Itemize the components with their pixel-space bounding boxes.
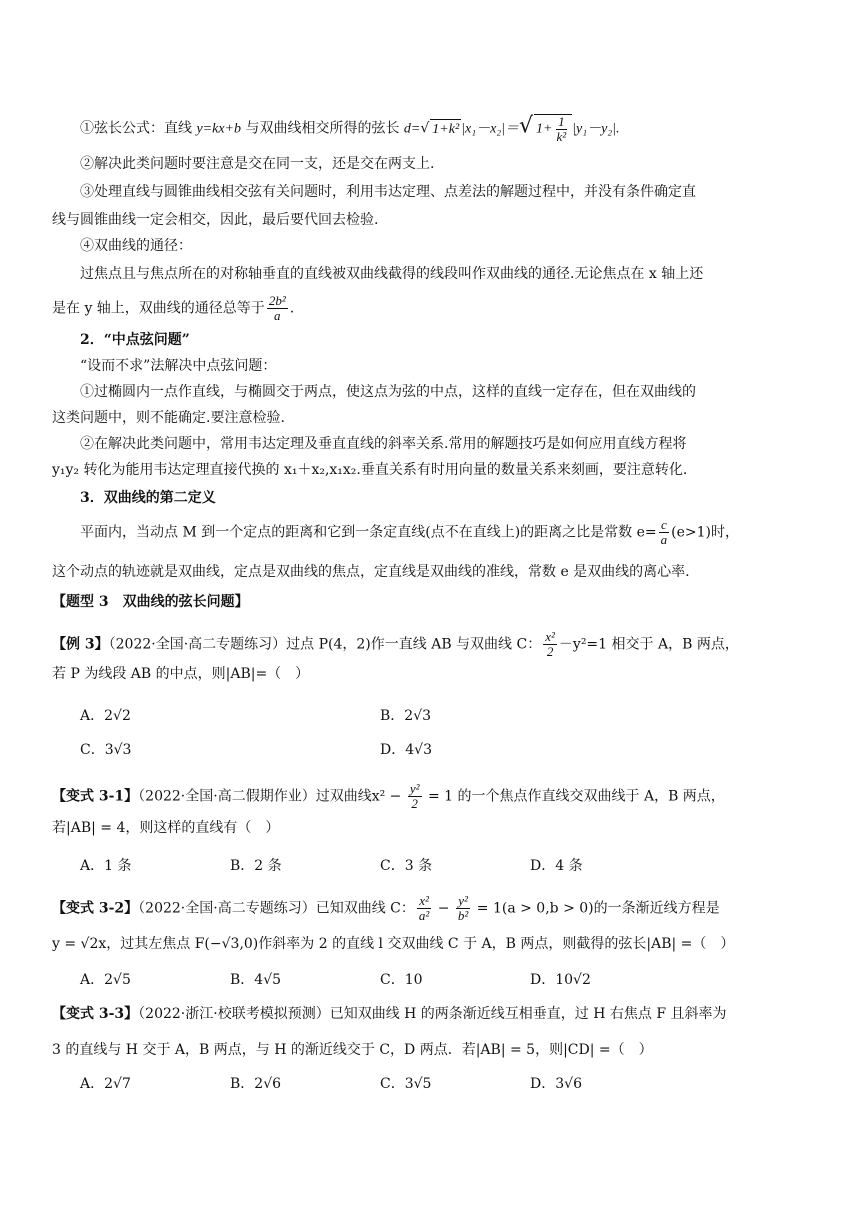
text: 是在 y 轴上，双曲线的通径总等于 [52, 300, 265, 317]
sqrt-sign: √ [519, 113, 534, 139]
option-c[interactable]: C．10 [380, 972, 423, 988]
paragraph: ②解决此类问题时要注意是交在同一支，还是交在两支上. [80, 156, 435, 172]
option-a[interactable]: A．2√7 [80, 1076, 131, 1092]
paragraph: ④双曲线的通径： [80, 238, 192, 254]
math-abs-x: |x₁－x₂|＝ [461, 121, 519, 137]
fraction: $\frac{\text{y²}}{2}$ [409, 781, 420, 811]
option-d[interactable]: D．4 条 [530, 858, 583, 874]
text: . [289, 300, 295, 317]
paragraph: ①过椭圆内一点作直线，与椭圆交于两点，使这点为弦的中点，这样的直线一定存在，但在双曲线的 [80, 384, 696, 400]
option-b[interactable]: B．2 条 [230, 858, 282, 874]
paragraph: 这类问题中，则不能确定.要注意检验. [52, 410, 285, 426]
text: （2022·全国·高二假期作业）过双曲线x² − [138, 788, 406, 805]
paragraph: ③处理直线与圆锥曲线相交弦有关问题时，利用韦达定理、点差法的解题过程中，并没有条件确定直 [80, 184, 696, 200]
second-definition-line [80, 518, 739, 547]
variant-3-3-line1 [52, 1004, 727, 1024]
option-c[interactable]: C．3√5 [380, 1076, 432, 1092]
option-a[interactable]: A．1 条 [80, 858, 132, 874]
option-d[interactable]: D．10√2 [530, 972, 591, 988]
option-a[interactable]: A．2√2 [80, 708, 131, 724]
paragraph: 这个动点的轨迹就是双曲线，定点是双曲线的焦点，定直线是双曲线的准线，常数 e 是双曲线的离心率. [52, 564, 690, 580]
paragraph: y₁y₂ 转化为能用韦达定理直接代换的 x₁＋x₂,x₁x₂.垂直关系有时用向量的数量关系来刻画，要注意转化. [52, 462, 688, 478]
text: （2022·全国·高二专题练习）过点 P(4，2)作一直线 AB 与双曲线 C： [108, 636, 542, 653]
text: = 1 的一个焦点作直线交双曲线于 A，B 两点， [423, 788, 725, 805]
latus-rectum-line [52, 294, 294, 323]
section-title: 2．“中点弦问题” [80, 332, 190, 348]
math-d: d= [403, 121, 421, 137]
paragraph: 线与圆锥曲线一定会相交，因此，最后要代回去检验. [52, 212, 379, 228]
question-tag: 【变式 3-1】 [52, 788, 139, 805]
example-3-line2: 若 P 为线段 AB 的中点，则|AB|=（ ） [52, 666, 310, 682]
variant-3-2-line1: 【变式 3-2】（2022·全国·高二专题练习）已知双曲线 C： $\frac{\text{x²}}{\text{a²}}$ − $\frac{\text{y²}}{\text{b²}}$ = 1(a > 0,b > 0)的一条渐近线方程是 [52, 893, 720, 923]
option-c[interactable]: C．3 条 [380, 858, 433, 874]
paragraph: “设而不求”法解决中点弦问题： [80, 358, 277, 374]
option-b[interactable]: B．2√3 [380, 708, 432, 724]
chord-length-formula-line [80, 114, 620, 144]
question-tag: 【变式 3-3】 [52, 1006, 139, 1022]
question-tag: 【例 3】 [52, 636, 109, 653]
question-tag: 【变式 3-2】 [52, 900, 139, 917]
text: ①弦长公式：直线 [80, 120, 197, 137]
paragraph: ②在解决此类问题中，常用韦达定理及垂直直线的斜率关系.常用的解题技巧是如何应用直线方程将 [80, 436, 687, 452]
text: = 1(a > 0,b > 0)的一条渐近线方程是 [472, 900, 720, 917]
paragraph: 过焦点且与焦点所在的对称轴垂直的直线被双曲线截得的线段叫作双曲线的通径.无论焦点在 x 轴上还 [80, 266, 704, 282]
text: －y²=1 相交于 A，B 两点， [558, 636, 739, 653]
variant-3-1-line1 [52, 782, 725, 811]
question-type-title: 【题型 3 双曲线的弦长问题】 [52, 594, 249, 610]
text: 平面内，当动点 M 到一个定点的距离和它到一条定直线(点不在直线上)的距离之比是常数 e= [80, 524, 657, 541]
option-d[interactable]: D．4√3 [380, 742, 432, 758]
text: (e>1)时， [671, 524, 739, 541]
text: （2022·浙江·校联考模拟预测）已知双曲线 H 的两条渐近线互相垂直，过 H 右焦点 F 且斜率为 [138, 1006, 727, 1022]
variant-3-3-line2: 3 的直线与 H 交于 A，B 两点，与 H 的渐近线交于 C，D 两点．若|AB| = 5，则|CD| =（ ） [52, 1042, 653, 1058]
fraction: $\frac{c}{a}$ [660, 517, 668, 547]
option-b[interactable]: B．2√6 [230, 1076, 282, 1092]
math-line-eq: y=kx+b [196, 121, 241, 137]
fraction: $\frac{\text{2b²}}{a}$ [268, 293, 286, 323]
option-d[interactable]: D．3√6 [530, 1076, 582, 1092]
variant-3-2-line2: y = √2x，过其左焦点 F(−√3,0)作斜率为 2 的直线 l 交双曲线 C 于 A，B 两点，则截得的弦长|AB| =（ ） [52, 936, 735, 952]
text: （2022·全国·高二专题练习）已知双曲线 C： [138, 900, 415, 917]
fraction: $\frac{\text{x²}}{\text{a²}}$ [418, 893, 430, 923]
sqrt-sign: √ [420, 120, 430, 137]
example-3-line1 [52, 630, 739, 659]
option-a[interactable]: A．2√5 [80, 972, 131, 988]
option-c[interactable]: C．3√3 [80, 742, 132, 758]
sqrt-content-2: 1+ $\frac{1}{\text{k²}}$ [534, 114, 572, 144]
option-b[interactable]: B．4√5 [230, 972, 282, 988]
variant-3-1-line2: 若|AB| = 4，则这样的直线有（ ） [52, 820, 280, 836]
fraction: $\frac{\text{y²}}{\text{b²}}$ [457, 893, 469, 923]
fraction: $\frac{\text{x²}}{2}$ [545, 629, 555, 659]
math-abs-y: |y₁－y₂|. [572, 121, 620, 137]
text: 与双曲线相交所得的弦长 [241, 120, 404, 137]
section-title: 3．双曲线的第二定义 [80, 490, 216, 506]
sqrt-content: 1+k² [430, 119, 461, 140]
